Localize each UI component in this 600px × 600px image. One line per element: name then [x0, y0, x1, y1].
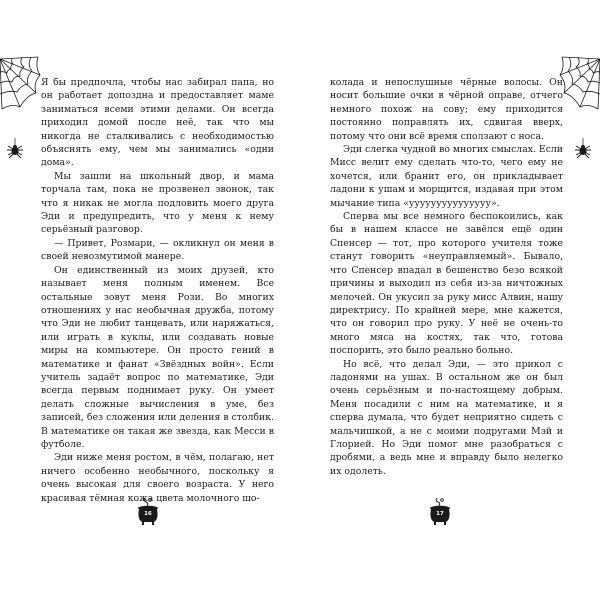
right-page	[330, 76, 563, 478]
paragraph: Эди ниже меня ростом, в чём, полагаю, нет ничего особенно необычного, поскольку я очень высокая для своего возраста. У него красивая тёмная кожа цвета молочного шо-	[41, 452, 274, 504]
paragraph: Он единственный из моих друзей, кто называет меня полным именем. Все остальные зовут меня Рози. Во многих отношениях у нас необычная дружба, потому что Эди не любит танцевать, или наряжаться, или играть в куклы, или создавать новые миры на компьютере. Он просто гений в математике и фанат «Звёздных войн». Если учитель задаёт вопрос по математике, Эди всегда первым поднимает руку. Он умеет делать сложные вычисления в уме, без записей, без сложения или деления в столбик. В математике он такая же звезда, как Месси в футболе.	[41, 264, 274, 450]
page-number-right	[428, 497, 452, 527]
paragraph: Я бы предпочла, чтобы нас забирал папа, но он работает допоздна и предоставляет маме заниматься всеми этими делами. Он всегда приходил домой после неё, так что мы никогда не сталкивались с необходимостью объяснять ему, чем мы занимались «одни дома».	[41, 77, 274, 169]
page-number: 17	[436, 511, 444, 517]
left-page	[41, 76, 274, 505]
paragraph: Эди слегка чудной во многих смыслах. Если Мисс велит ему сделать что-то, чего ему не хочется, или бранит его, он прикладывает ладони к ушам и морщится, издавая при этом мычание типа «ууууууууууууууу».	[330, 144, 563, 209]
spiderweb-icon	[0, 55, 46, 111]
page-number-left	[136, 497, 160, 527]
paragraph: Сперва мы все немного беспокоились, как бы в нашем классе не завёлся ещё один Спенсер — тот, про которого учителя тоже станут говорить «неуправляемый». Бывало, что Спенсер впадал в бешенство безо всякой причины и выходил из себя из-за ничтожных мелочей. Он укусил за руку мисс Алвин, нашу директрису. По крайней мере, мне кажется, что он говорил про руку. У неё не очень-то много мяса на костях, так что, готова поспорить, это было реально больно.	[330, 211, 563, 357]
spider-icon	[4, 138, 26, 160]
paragraph: — Привет, Розмари, — окликнул он меня в своей невозмутимой манере.	[41, 237, 274, 263]
paragraph: колада и непослушные чёрные волосы. Он носит большие очки в чёрной оправе, отчего немного похож на сову; ему приходится постоянно поправлять их, сдвигая вверх, потому что они всё время сползают с носа.	[330, 77, 563, 142]
page-number: 16	[144, 511, 152, 517]
spider-icon	[572, 138, 594, 160]
paragraph: Но всё, что делал Эди, — это прикол с ладонями на ушах. В остальном же он был очень серьёзным и по-настоящему добрым. Меня посадили с ним на математике, и я сперва думала, что будет неприятно сидеть с мальчишкой, а не с моими подругами Мэй и Глорией. Но Эди помог мне разобраться с дробями, а ведь мне и вправду было нелегко их одолеть.	[330, 358, 563, 477]
paragraph: Мы зашли на школьный двор, и мама торчала там, пока не прозвенел звонок, так что я никак не могла подловить моего друга Эди и предупредить, что у меня к нему серьёзный разговор.	[41, 170, 274, 236]
